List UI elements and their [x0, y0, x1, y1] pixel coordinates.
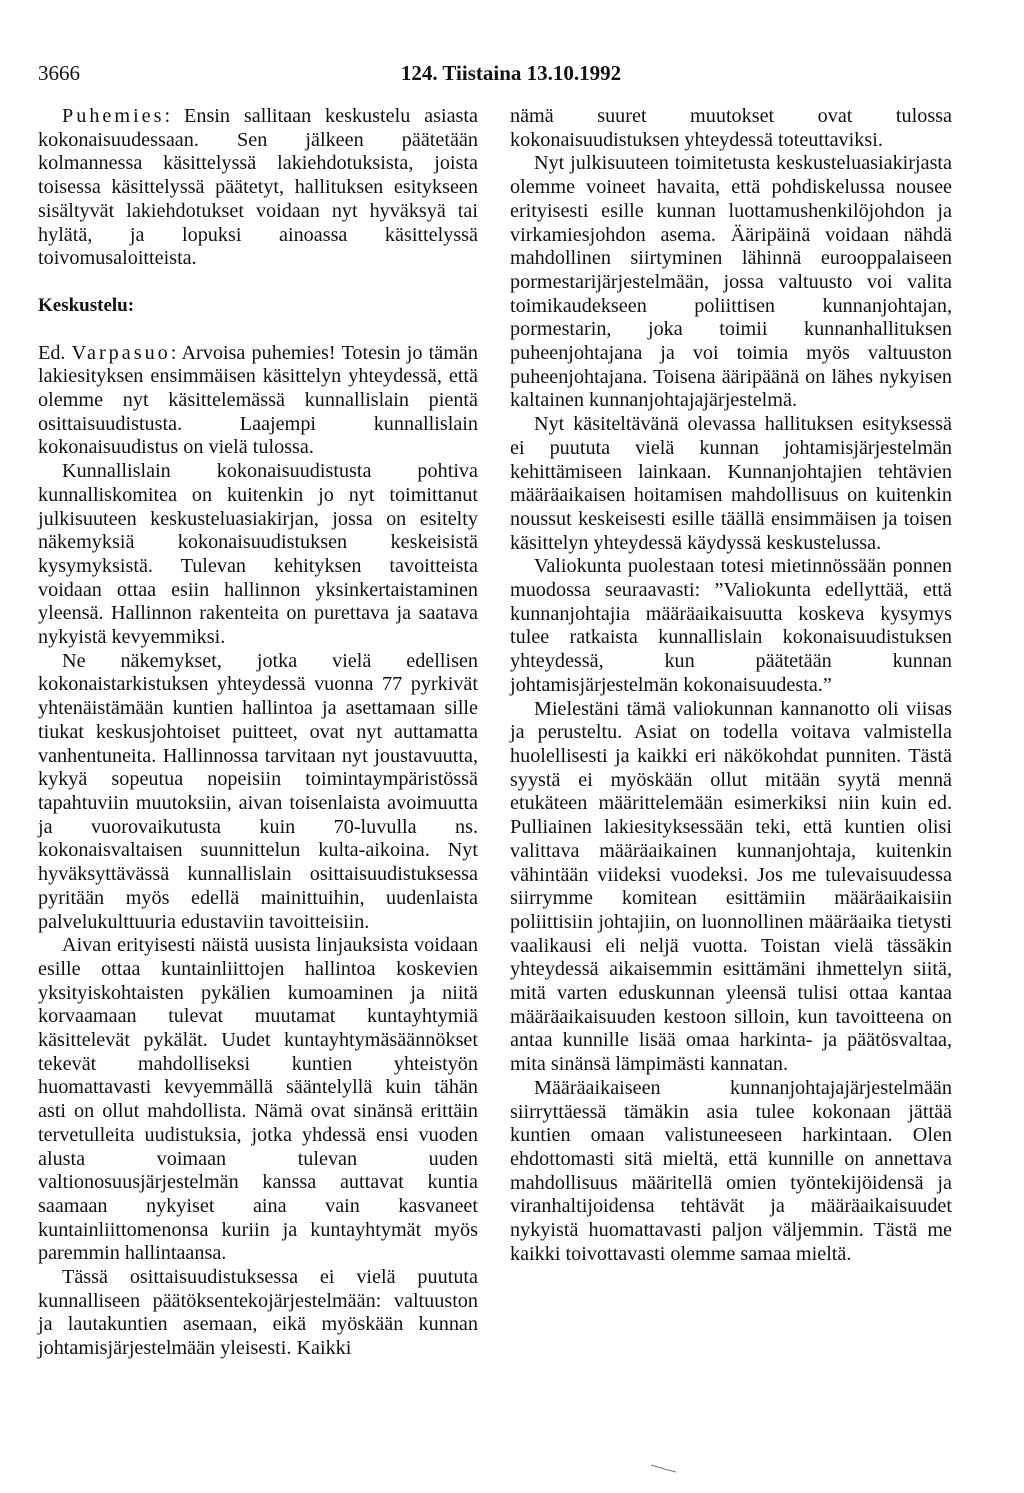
speech-text-varpasuo: : Arvoisa puhemies! Totesin jo tämän lakiesityksen ensimmäisen käsittelyn yhteydessä, että olemme nyt käsittelemässä kunnallislain pientä osittaisuudistusta. Laajempi kunnallislain kokonaisuudistus on vielä tulossa. — [38, 341, 478, 459]
left-column — [38, 105, 478, 1361]
scan-mark — [650, 1463, 678, 1473]
paragraph: nämä suuret muutokset ovat tulossa kokonaisuudistuksen yhteydessä toteuttaviksi. — [510, 105, 952, 151]
paragraph: Kunnallislain kokonaisuudistusta pohtiva kunnalliskomitea on kuitenkin jo nyt toimittanut julkisuuteen keskusteluasiakirjan, jossa on esitelty näkemyksiä kokonaisuudistuksen keskeisistä kysymyksistä. Tulevan kehityksen tavoitteista voidaan ottaa esiin hallinnon yksinkertaistaminen yleensä. Hallinnon rakenteita on purettava ja saatava nykyistä kevyemmiksi. — [38, 460, 478, 649]
speaker-paragraph-varpasuo — [38, 342, 478, 461]
speech-text-chair: : Ensin sallitaan keskustelu asiasta kokonaisuudessaan. Sen jälkeen päätetään kolmannessa käsittelyssä lakiehdotuksista, joista toisessa käsittelyssä päätetyt, hallituksen esitykseen sisältyvät lakiehdotukset voidaan nyt hyväksyä tai hylätä, ja lopuksi ainoassa käsittelyssä toivomusaloitteista. — [38, 105, 478, 270]
discussion-heading: Keskustelu: — [38, 294, 135, 316]
speaker-paragraph-chair — [38, 105, 478, 271]
page-header — [38, 60, 984, 86]
paragraph: Tässä osittaisuudistuksessa ei vielä puututa kunnalliseen päätöksentekojärjestelmään: valtuuston ja lautakuntien asemaan, eikä myöskään kunnan johtamisjärjestelmään yleisesti. Kaikki — [38, 1266, 478, 1360]
paragraph: Nyt julkisuuteen toimitetusta keskusteluasiakirjasta olemme voineet havaita, että pohdiskelussa nousee erityisesti esille kunnan luottamushenkilöjohdon ja virkamiesjohdon asema. Ääripäinä voidaan nähdä mahdollinen siirtyminen lähinnä eurooppalaiseen pormestarijärjestelmään, jossa valtuusto voi valita toimikaudekseen poliittisen kunnanjohtajan, pormestarin, joka toimii kunnanhallituksen puheenjohtajana ja voi toimia myös valtuuston puheenjohtajana. Toisena ääripäänä on lähes nykyisen kaltainen kunnanjohtajajärjestelmä. — [510, 152, 952, 412]
right-column — [510, 105, 952, 1266]
paragraph: Aivan erityisesti näistä uusista linjauksista voidaan esille ottaa kuntainliittojen hallintoa koskevien yksityiskohtaisten pykälien kumoaminen ja niitä korvaamaan tulevat muutamat kuntayhtymiä käsittelevät pykälät. Uudet kuntayhtymäsäännökset tekevät mahdolliseksi kuntien yhteistyön huomattavasti kevyemmällä sääntelyllä kuin tähän asti on ollut mahdollista. Nämä ovat sinänsä erittäin tervetulleita uudistuksia, jotka yhdessä ensi vuoden alusta voimaan tulevan uuden valtionosuusjärjestelmän kanssa auttavat kuntia saamaan nykyiset aina vain kasvaneet kuntainliittomenonsa kuriin ja kuntayhtymät myös paremmin hallintaansa. — [38, 934, 478, 1265]
speaker-title: Ed. — [38, 341, 72, 364]
paragraph: Määräaikaiseen kunnanjohtajajärjestelmään siirryttäessä tämäkin asia tulee kokonaan jättää kuntien omaan valistuneeseen harkintaan. Olen ehdottomasti sitä mieltä, että kunnille on annettava mahdollisuus määritellä omien työntekijöidensä ja viranhaltijoidensa tehtävät ja määräaikaisuudet nykyistä huomattavasti paljon väljemmin. Tästä me kaikki toivottavasti olemme samaa mieltä. — [510, 1076, 952, 1265]
paragraph: Ne näkemykset, jotka vielä edellisen kokonaistarkistuksen yhteydessä vuonna 77 pyrkivät yhtenäistämään kuntien hallintoa ja asettamaan sille tiukat keskusjohtoiset puitteet, ovat nyt auttamatta vanhentuneita. Hallinnossa tarvitaan nyt joustavuutta, kykyä sopeutua nopeisiin toimintaympäristössä tapahtuviin muutoksiin, aivan toisenlaista avoimuutta ja vuorovaikutusta kuin 70-luvulla ns. kokonaisvaltaisen suunnittelun kulta-aikoina. Nyt hyväksyttävässä kunnallislain osittaisuudistuksessa pyritään myös edellä mainittuihin, uudenlaista palvelukulttuuria edustaviin tavoitteisiin. — [38, 649, 478, 933]
speaker-name-chair: Puhemies — [62, 105, 165, 127]
paragraph: Valiokunta puolestaan totesi mietinnössään ponnen muodossa seuraavasti: ”Valiokunta edellyttää, että kunnanjohtajia määräaikaisuutta koskeva kysymys tulee ratkaista kunnallislain kokonaisuudistuksen yhteydessä, kun päätetään kunnan johtamisjärjestelmän kokonaisuudesta.” — [510, 555, 952, 696]
sitting-info: 124. Tiistaina 13.10.1992 — [400, 61, 622, 85]
paragraph: Mielestäni tämä valiokunnan kannanotto oli viisas ja perusteltu. Asiat on todella voitava valmistella huolellisesti ja kaikki eri näkökohdat punniten. Tästä syystä ei myöskään ollut mitään syytä mennä etukäteen määrittelemään esimerkiksi niin kuin ed. Pulliainen lakiesityksessään teki, että kuntien olisi valittava määräaikainen kunnanjohtaja, kuitenkin vähintään viideksi vuodeksi. Jos me tulevaisuudessa siirrymme komitean esittämiin määräaikaisiin poliittisiin johtajiin, on luonnollinen määräaika tietysti vaalikausi eli neljä vuotta. Toistan vielä tässäkin yhteydessä aikaisemmin esittämäni ihmettelyn siitä, mitä varten eduskunnan yleensä tulisi ottaa kantaa määräaikaisuuden kestoon silloin, kun tavoitteena on antaa kunnille lisää omaa harkinta- ja päätösvaltaa, mita sinänsä lämpimästi kannatan. — [510, 697, 952, 1076]
paragraph: Nyt käsiteltävänä olevassa hallituksen esityksessä ei puututa vielä kunnan johtamisjärjestelmän kehittämiseen lainkaan. Kunnanjohtajien tehtävien määräaikaisen hoitamisen mahdollisuus on kuitenkin noussut keskeisesti esille täällä ensimmäisen ja toisen käsittelyn yhteydessä käydyssä keskustelussa. — [510, 413, 952, 554]
page-number: 3666 — [38, 61, 80, 85]
speaker-name-varpasuo: Varpasuo — [71, 341, 171, 364]
